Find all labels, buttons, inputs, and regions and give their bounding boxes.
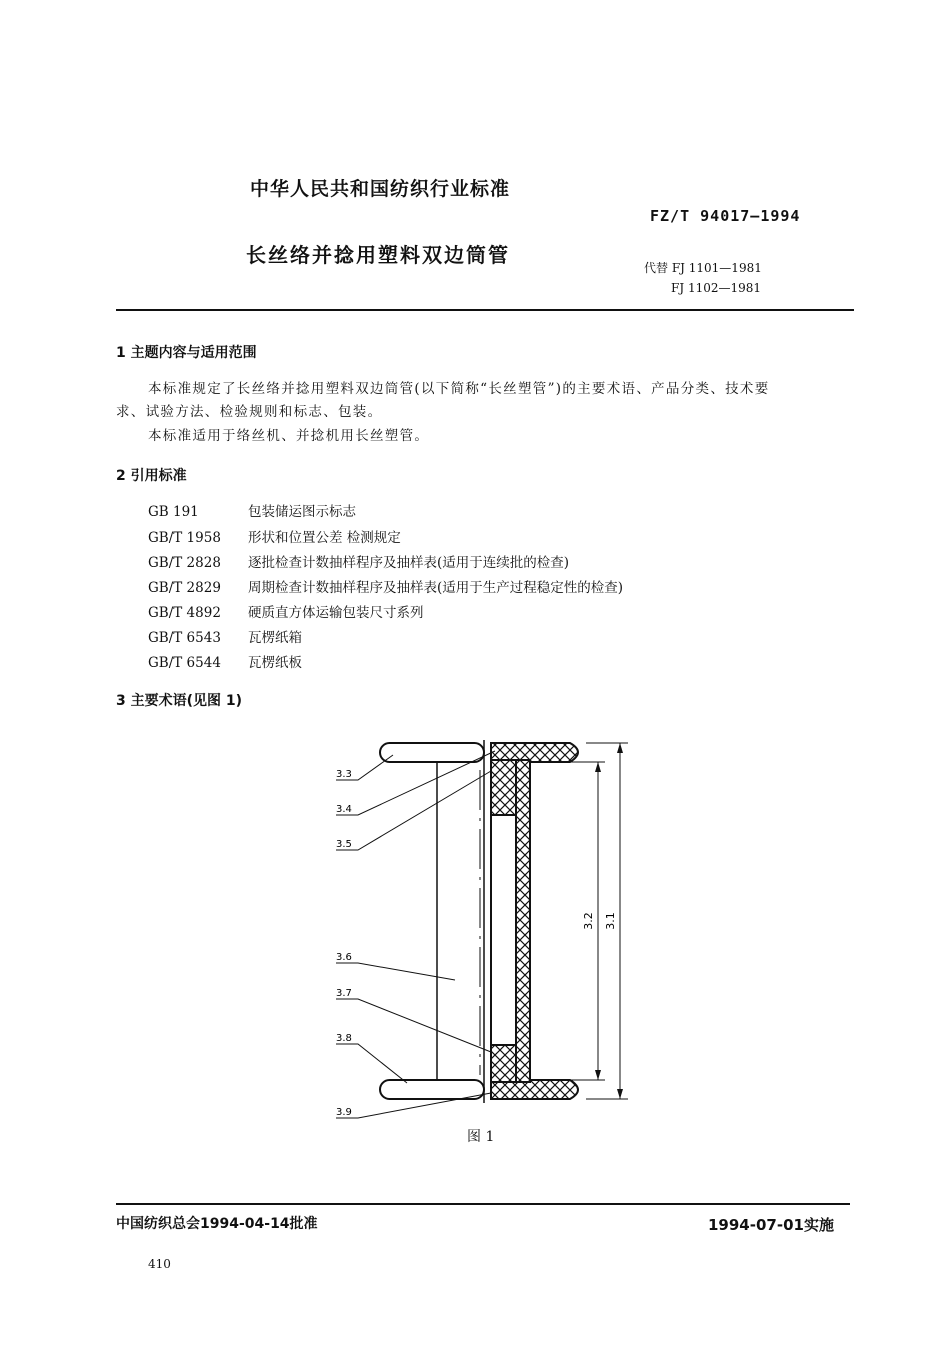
- dim-label-3-2: 3.2: [582, 912, 595, 930]
- replaces-line-2: FJ 1102—1981: [671, 281, 762, 295]
- leader-lines: [336, 751, 495, 1118]
- top-bore-section: [491, 760, 516, 815]
- reference-title: 形状和位置公差 检测规定: [248, 530, 401, 546]
- section-3-heading: 3 主要术语(见图 1): [116, 693, 243, 709]
- page-number: 410: [148, 1257, 171, 1271]
- footer-rule: [116, 1203, 850, 1205]
- label-3-5: 3.5: [336, 839, 352, 850]
- label-3-6: 3.6: [336, 952, 352, 963]
- reference-item: [148, 526, 401, 546]
- reference-title: 包装储运图示标志: [248, 504, 356, 520]
- reference-title: 瓦楞纸箱: [248, 630, 302, 646]
- reference-title: 瓦楞纸板: [248, 655, 302, 671]
- approval-date: 中国纺织总会1994-04-14批准: [116, 1216, 318, 1232]
- section-1-heading: 1 主题内容与适用范围: [116, 345, 257, 361]
- reference-code: GB/T 4892: [148, 605, 221, 621]
- reference-code: GB/T 2828: [148, 555, 221, 571]
- reference-code: GB/T 6543: [148, 630, 221, 646]
- issuing-organization: 中华人民共和国纺织行业标准: [250, 178, 511, 200]
- reference-code: GB 191: [148, 504, 199, 520]
- reference-code: GB/T 2829: [148, 580, 221, 596]
- section-1-para-1-line-2: 求、试验方法、检验规则和标志、包装。: [116, 404, 383, 420]
- figure-caption: 图 1: [467, 1129, 495, 1145]
- document-title: 长丝络并捻用塑料双边筒管: [246, 243, 510, 267]
- reference-item: [148, 551, 569, 571]
- replaces-line-1: 代替 FJ 1101—1981: [644, 261, 762, 275]
- label-3-8: 3.8: [336, 1033, 352, 1044]
- header-rule: [116, 309, 854, 311]
- reference-item: [148, 626, 302, 646]
- label-3-9: 3.9: [336, 1107, 352, 1118]
- bottom-bore-section: [491, 1045, 516, 1082]
- reference-item: [148, 500, 356, 520]
- label-3-7: 3.7: [336, 988, 352, 999]
- section-1-para-1-line-1: 本标准规定了长丝络并捻用塑料双边筒管(以下简称“长丝塑管”)的主要术语、产品分类、技术要: [148, 381, 770, 397]
- label-3-4: 3.4: [336, 804, 352, 815]
- reference-title: 逐批检查计数抽样程序及抽样表(适用于连续批的检查): [248, 555, 570, 571]
- dim-label-3-1: 3.1: [604, 912, 617, 930]
- reference-title: 周期检查计数抽样程序及抽样表(适用于生产过程稳定性的检查): [248, 580, 624, 596]
- top-flange: [380, 743, 578, 762]
- reference-code: GB/T 6544: [148, 655, 221, 671]
- effective-date: 1994-07-01实施: [708, 1216, 834, 1234]
- reference-code: GB/T 1958: [148, 530, 221, 546]
- bottom-flange: [380, 1080, 578, 1099]
- section-1-para-2: 本标准适用于络丝机、并捻机用长丝塑管。: [148, 428, 430, 444]
- reference-item: [148, 651, 302, 671]
- reference-title: 硬质直方体运输包装尺寸系列: [248, 605, 424, 621]
- reference-item: [148, 601, 424, 621]
- label-3-3: 3.3: [336, 769, 352, 780]
- bobbin-diagram: [320, 725, 640, 1125]
- tube-wall: [516, 760, 530, 1082]
- standard-code: FZ/T 94017—1994: [650, 207, 801, 225]
- reference-item: [148, 576, 623, 596]
- section-2-heading: 2 引用标准: [116, 468, 187, 484]
